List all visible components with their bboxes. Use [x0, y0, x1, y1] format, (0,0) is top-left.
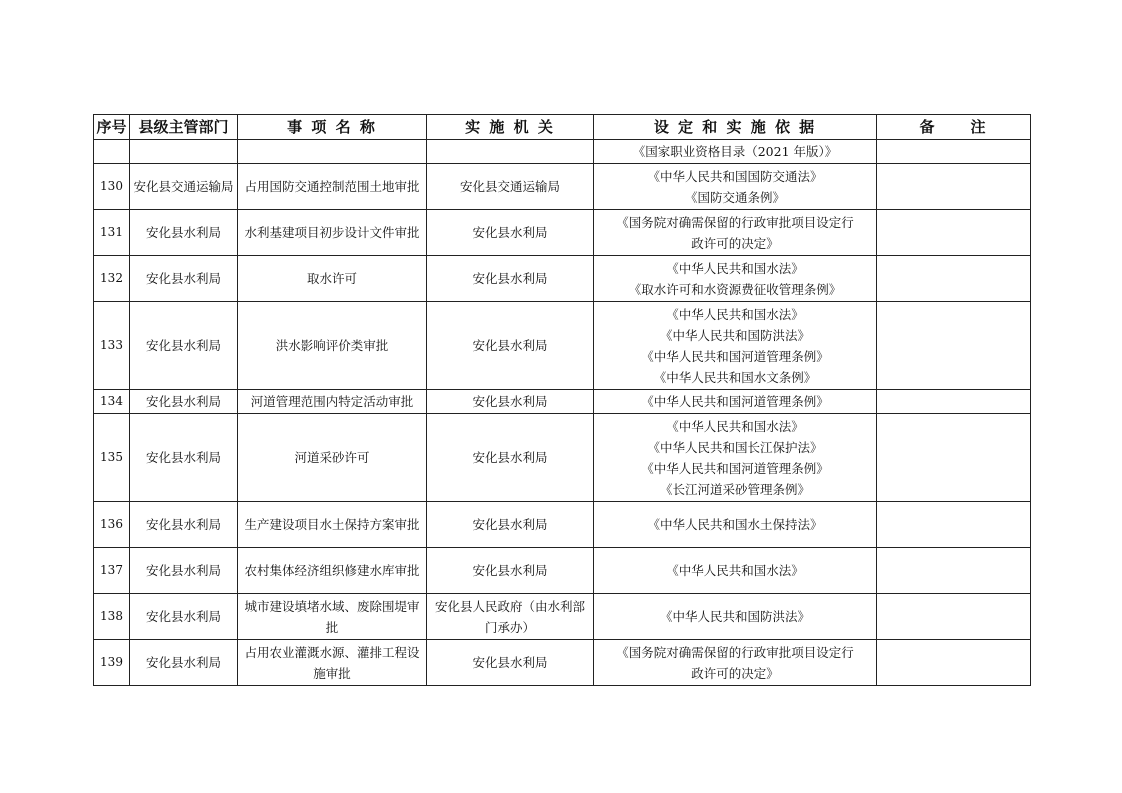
- legal-basis-line: 《中华人民共和国水法》: [666, 260, 804, 276]
- cell-department: 安化县交通运输局: [130, 164, 238, 210]
- cell-item-name: 水利基建项目初步设计文件审批: [238, 210, 427, 256]
- cell-remarks: [877, 140, 1031, 164]
- cell-legal-basis: [594, 140, 877, 164]
- cell-remarks: [877, 302, 1031, 390]
- cell-legal-basis: [594, 390, 877, 414]
- cell-item-name: [238, 140, 427, 164]
- legal-basis-line: 政许可的决定》: [691, 665, 779, 681]
- cell-serial-no: 131: [94, 210, 130, 256]
- cell-serial-no: 134: [94, 390, 130, 414]
- header-implementing-agency: 实 施 机 关: [427, 115, 594, 140]
- table-header-row: [94, 115, 1031, 140]
- cell-item-name: 农村集体经济组织修建水库审批: [238, 548, 427, 594]
- table-row: [94, 302, 1031, 390]
- cell-implementing-agency: 安化县水利局: [427, 256, 594, 302]
- approval-items-table: [93, 114, 1031, 686]
- cell-remarks: [877, 164, 1031, 210]
- table-row: [94, 256, 1031, 302]
- cell-implementing-agency: [427, 140, 594, 164]
- cell-item-name: 占用国防交通控制范围土地审批: [238, 164, 427, 210]
- cell-implementing-agency: 安化县水利局: [427, 302, 594, 390]
- cell-implementing-agency: 安化县水利局: [427, 390, 594, 414]
- legal-basis-line: 《国务院对确需保留的行政审批项目设定行: [616, 214, 854, 230]
- legal-basis-line: 《中华人民共和国水法》: [666, 418, 804, 434]
- header-item-name: 事 项 名 称: [238, 115, 427, 140]
- cell-legal-basis: [594, 594, 877, 640]
- cell-serial-no: 138: [94, 594, 130, 640]
- cell-remarks: [877, 210, 1031, 256]
- legal-basis-line: 《长江河道采砂管理条例》: [659, 481, 810, 497]
- cell-item-name: 取水许可: [238, 256, 427, 302]
- cell-department: 安化县水利局: [130, 640, 238, 686]
- table-body: [94, 140, 1031, 686]
- cell-item-name: 河道管理范围内特定活动审批: [238, 390, 427, 414]
- legal-basis-line: 《中华人民共和国水法》: [666, 563, 804, 578]
- cell-serial-no: [94, 140, 130, 164]
- cell-implementing-agency: 安化县人民政府（由水利部门承办）: [427, 594, 594, 640]
- cell-remarks: [877, 256, 1031, 302]
- cell-implementing-agency: 安化县水利局: [427, 640, 594, 686]
- cell-legal-basis: [594, 640, 877, 686]
- legal-basis-line: 《中华人民共和国长江保护法》: [647, 439, 823, 455]
- legal-basis-line: 《中华人民共和国防洪法》: [659, 609, 810, 624]
- table-row: [94, 414, 1031, 502]
- table-row: [94, 390, 1031, 414]
- legal-basis-line: 《中华人民共和国河道管理条例》: [641, 394, 829, 409]
- cell-item-name: 洪水影响评价类审批: [238, 302, 427, 390]
- cell-serial-no: 132: [94, 256, 130, 302]
- cell-department: 安化县水利局: [130, 210, 238, 256]
- cell-remarks: [877, 594, 1031, 640]
- legal-basis-line: 《中华人民共和国河道管理条例》: [641, 348, 829, 364]
- cell-department: 安化县水利局: [130, 548, 238, 594]
- cell-implementing-agency: 安化县交通运输局: [427, 164, 594, 210]
- legal-basis-line: 《中华人民共和国国防交通法》: [647, 168, 823, 184]
- cell-item-name: 城市建设填堵水域、废除围堤审批: [238, 594, 427, 640]
- approval-items-sheet: [93, 114, 1030, 686]
- cell-legal-basis: [594, 164, 877, 210]
- cell-item-name: 河道采砂许可: [238, 414, 427, 502]
- cell-implementing-agency: 安化县水利局: [427, 414, 594, 502]
- table-row: [94, 210, 1031, 256]
- table-row: [94, 502, 1031, 548]
- cell-legal-basis: [594, 256, 877, 302]
- cell-serial-no: 139: [94, 640, 130, 686]
- cell-implementing-agency: 安化县水利局: [427, 210, 594, 256]
- cell-legal-basis: [594, 548, 877, 594]
- cell-legal-basis: [594, 302, 877, 390]
- header-remarks: 备 注: [877, 115, 1031, 140]
- legal-basis-line: 《中华人民共和国防洪法》: [659, 327, 810, 343]
- cell-remarks: [877, 548, 1031, 594]
- legal-basis-line: 《中华人民共和国水法》: [666, 306, 804, 322]
- cell-serial-no: 133: [94, 302, 130, 390]
- table-row: [94, 640, 1031, 686]
- cell-remarks: [877, 414, 1031, 502]
- header-legal-basis: 设 定 和 实 施 依 据: [594, 115, 877, 140]
- legal-basis-line: 《国防交通条例》: [684, 189, 785, 205]
- cell-item-name: 生产建设项目水土保持方案审批: [238, 502, 427, 548]
- legal-basis-line: 《中华人民共和国河道管理条例》: [641, 460, 829, 476]
- cell-department: 安化县水利局: [130, 502, 238, 548]
- legal-basis-line: 《国家职业资格目录（2021 年版）》: [632, 144, 838, 159]
- cell-legal-basis: [594, 210, 877, 256]
- table-row: [94, 594, 1031, 640]
- legal-basis-line: 《中华人民共和国水文条例》: [653, 369, 817, 385]
- cell-serial-no: 135: [94, 414, 130, 502]
- header-department: 县级主管部门: [130, 115, 238, 140]
- cell-implementing-agency: 安化县水利局: [427, 502, 594, 548]
- cell-item-name: 占用农业灌溉水源、灌排工程设施审批: [238, 640, 427, 686]
- table-row: [94, 140, 1031, 164]
- cell-serial-no: 130: [94, 164, 130, 210]
- cell-department: 安化县水利局: [130, 302, 238, 390]
- header-serial-no: 序号: [94, 115, 130, 140]
- table-row: [94, 548, 1031, 594]
- cell-department: 安化县水利局: [130, 390, 238, 414]
- table-row: [94, 164, 1031, 210]
- cell-department: 安化县水利局: [130, 256, 238, 302]
- cell-remarks: [877, 502, 1031, 548]
- cell-department: 安化县水利局: [130, 594, 238, 640]
- cell-remarks: [877, 640, 1031, 686]
- cell-legal-basis: [594, 502, 877, 548]
- legal-basis-line: 《国务院对确需保留的行政审批项目设定行: [616, 644, 854, 660]
- cell-remarks: [877, 390, 1031, 414]
- cell-department: 安化县水利局: [130, 414, 238, 502]
- legal-basis-line: 政许可的决定》: [691, 235, 779, 251]
- cell-department: [130, 140, 238, 164]
- legal-basis-line: 《取水许可和水资源费征收管理条例》: [628, 281, 842, 297]
- cell-serial-no: 136: [94, 502, 130, 548]
- legal-basis-line: 《中华人民共和国水土保持法》: [647, 517, 823, 532]
- cell-serial-no: 137: [94, 548, 130, 594]
- cell-implementing-agency: 安化县水利局: [427, 548, 594, 594]
- cell-legal-basis: [594, 414, 877, 502]
